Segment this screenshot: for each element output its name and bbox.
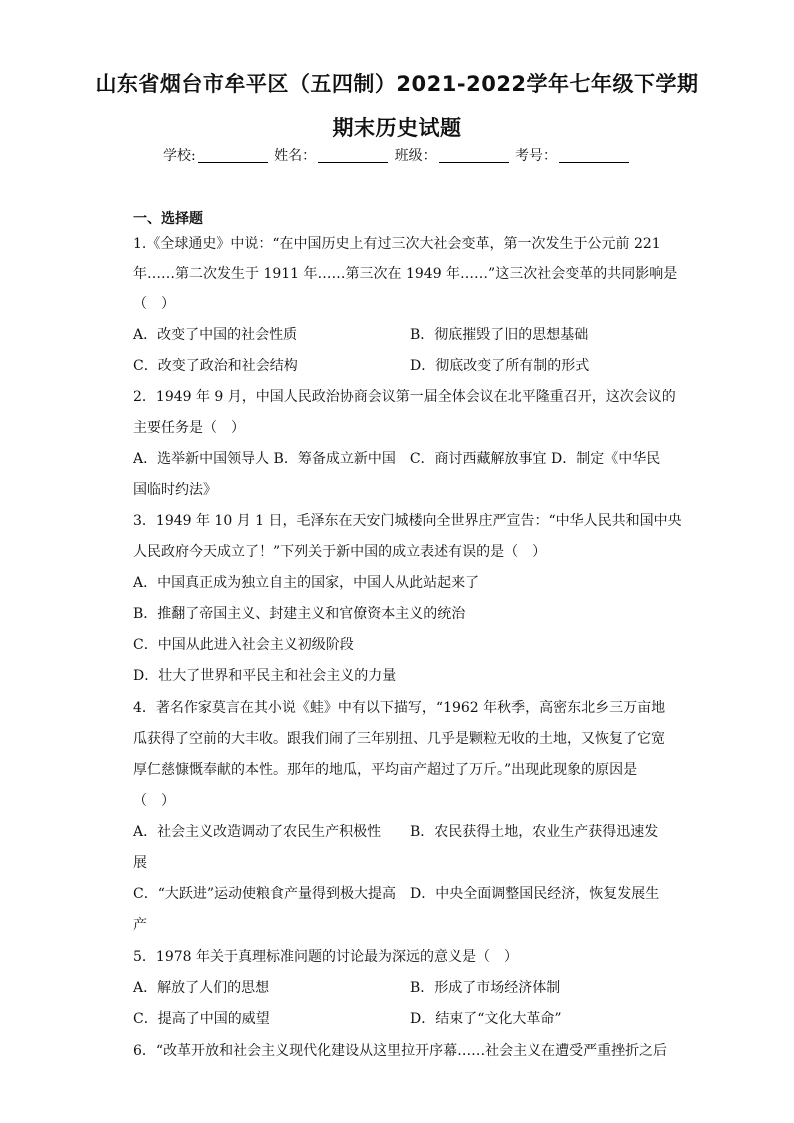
student-info-row <box>0 145 794 165</box>
q4-option-a: A．社会主义改造调动了农民生产积极性 <box>133 824 382 840</box>
class-label: 班级： <box>394 148 437 164</box>
q4-line2: 瓜获得了空前的大丰收。跟我们闹了三年别扭、几乎是颗粒无收的土地，又恢复了它宽 <box>133 731 665 747</box>
q1-line3: （ ） <box>133 296 175 312</box>
q2-options-line2: 国临时约法》 <box>133 482 217 498</box>
q3-line1: 3．1949 年 10 月 1 日，毛泽东在天安门城楼向全世界庄严宣告：“中华人民共和国中央 <box>133 513 682 529</box>
name-blank[interactable] <box>318 148 388 163</box>
q4-option-b: B．农民获得土地，农业生产获得迅速发 <box>410 824 659 840</box>
q1-option-d: D．彻底改变了所有制的形式 <box>410 358 590 374</box>
exam-title-line1: 山东省烟台市牟平区（五四制）2021-2022学年七年级下学期 <box>95 72 699 96</box>
q4-line3: 厚仁慈慷慨奉献的本性。那年的地瓜，平均亩产超过了万斤。”出现此现象的原因是 <box>133 762 638 778</box>
q3-option-a: A．中国真正成为独立自主的国家，中国人从此站起来了 <box>133 575 480 591</box>
q5-option-a: A．解放了人们的思想 <box>133 980 270 996</box>
q1-option-b: B．彻底摧毁了旧的思想基础 <box>410 327 589 343</box>
q3-option-b: B．推翻了帝国主义、封建主义和官僚资本主义的统治 <box>133 606 466 622</box>
q5-line1: 5．1978 年关于真理标准问题的讨论最为深远的意义是（ ） <box>133 949 518 965</box>
q5-option-b: B．形成了市场经济体制 <box>410 980 561 996</box>
q3-option-d: D．壮大了世界和平民主和社会主义的力量 <box>133 668 397 684</box>
q3-option-c: C．中国从此进入社会主义初级阶段 <box>133 637 354 653</box>
q2-line2: 主要任务是（ ） <box>133 420 245 436</box>
q4-option-c: C．“大跃进”运动使粮食产量得到极大提高 <box>133 886 397 902</box>
q4-line1: 4．著名作家莫言在其小说《蛙》中有以下描写，“1962 年秋季，高密东北乡三万亩地 <box>133 700 666 716</box>
q4-option-b-wrap: 展 <box>133 855 147 871</box>
q2-line1: 2．1949 年 9 月，中国人民政治协商会议第一届全体会议在北平隆重召开，这次会议的 <box>133 389 676 405</box>
q6-line1: 6．“改革开放和社会主义现代化建设从这里拉开序幕……社会主义在遭受严重挫折之后 <box>133 1043 668 1059</box>
q3-line2: 人民政府今天成立了！”下列关于新中国的成立表述有误的是（ ） <box>133 544 547 560</box>
q1-option-c: C．改变了政治和社会结构 <box>133 358 298 374</box>
class-blank[interactable] <box>439 148 509 163</box>
q4-option-d-wrap: 产 <box>133 917 147 933</box>
number-blank[interactable] <box>559 148 629 163</box>
name-label: 姓名： <box>274 148 317 164</box>
q4-line4: （ ） <box>133 793 175 809</box>
q1-line2: 年……第二次发生于 1911 年……第三次在 1949 年……”这三次社会变革的共同影响是 <box>133 266 678 282</box>
section-title: 一、选择题 <box>133 211 203 227</box>
school-label: 学校: <box>162 148 196 164</box>
exam-title-line2: 期末历史试题 <box>332 116 462 140</box>
q5-option-c: C．提高了中国的威望 <box>133 1011 270 1027</box>
q2-options-line1: A．选举新中国领导人 B．筹备成立新中国 C．商讨西藏解放事宜 D．制定《中华民 <box>133 451 661 467</box>
number-label: 考号： <box>515 148 558 164</box>
q1-option-a: A．改变了中国的社会性质 <box>133 327 298 343</box>
school-blank[interactable] <box>198 148 268 163</box>
q4-option-d: D．中央全面调整国民经济，恢复发展生 <box>410 886 660 902</box>
q1-line1: 1.《全球通史》中说：“在中国历史上有过三次大社会变革，第一次发生于公元前 221 <box>133 236 661 252</box>
q5-option-d: D．结束了“文化大革命” <box>410 1011 562 1027</box>
